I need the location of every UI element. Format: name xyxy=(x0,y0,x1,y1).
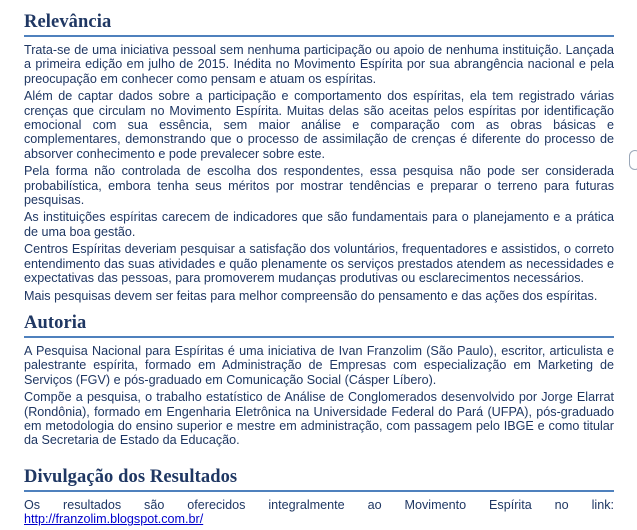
page-edge-marker xyxy=(629,150,637,170)
paragraph: Trata-se de uma iniciativa pessoal sem nenhuma participação ou apoio de nenhuma instituição. Lançada a primeira edição em julho de 2015. Inédita no Movimento Espírita por sua abrangência nacional e pela preocupação em conhecer como pensam e atuam os espíritas. xyxy=(24,43,614,86)
section-heading-relevancia: Relevância xyxy=(24,12,614,37)
section-autoria xyxy=(24,313,614,451)
paragraph: As instituições espíritas carecem de indicadores que são fundamentais para o planejamento e a prática de uma boa gestão. xyxy=(24,210,614,239)
section-heading-autoria: Autoria xyxy=(24,313,614,338)
paragraph: Mais pesquisas devem ser feitas para melhor compreensão do pensamento e das ações dos espíritas. xyxy=(24,288,598,303)
paragraph xyxy=(24,498,614,527)
paragraph: Além de captar dados sobre a participação e comportamento dos espíritas, ela tem registrado várias crenças que circulam no Movimento Espírita. Muitas delas são aceitas pelos espíritas por identificação emocional com sua essência, sem maior análise e comparação com as obras básicas e complementares, demonstrando que o processo de assimilação de crenças é diferente do processo de absorver conhecimento e pode prevalecer sobre este. xyxy=(24,89,614,161)
paragraph: Centros Espíritas deveriam pesquisar a satisfação dos voluntários, frequentadores e assistidos, o correto entendimento das suas atividades e quão plenamente os serviços prestados atendem as necessidades e expectativas das pessoas, para promoverem mudanças produtivas ou esclarecimentos necessários. xyxy=(24,242,614,286)
results-text: Os resultados são oferecidos integralmente ao Movimento Espírita no link: xyxy=(24,498,614,512)
paragraph: Pela forma não controlada de escolha dos respondentes, essa pesquisa não pode ser considerada probabilística, embora tenha seus méritos por mostrar tendências e preparar o terreno para futuras pesquisas. xyxy=(24,164,614,208)
results-link[interactable]: http://franzolim.blogspot.com.br/ xyxy=(24,512,204,527)
section-relevancia xyxy=(24,12,614,306)
paragraph: Compõe a pesquisa, o trabalho estatístico de Análise de Conglomerados desenvolvido por Jorge Elarrat (Rondônia), formado em Engenharia Eletrônica na Universidade Federal do Pará (UFPA), pós-graduado em metodologia do ensino superior e mestre em administração, com passagem pelo IBGE e como titular da Secretaria de Estado da Educação. xyxy=(24,390,614,448)
paragraph: A Pesquisa Nacional para Espíritas é uma iniciativa de Ivan Franzolim (São Paulo), escritor, articulista e palestrante espírita, formado em Administração de Empresas com especialização em Marketing de Serviços (FGV) e pós-graduado em Comunicação Social (Cásper Líbero). xyxy=(24,344,614,387)
section-divulgacao xyxy=(24,467,614,530)
section-heading-divulgacao: Divulgação dos Resultados xyxy=(24,467,614,492)
